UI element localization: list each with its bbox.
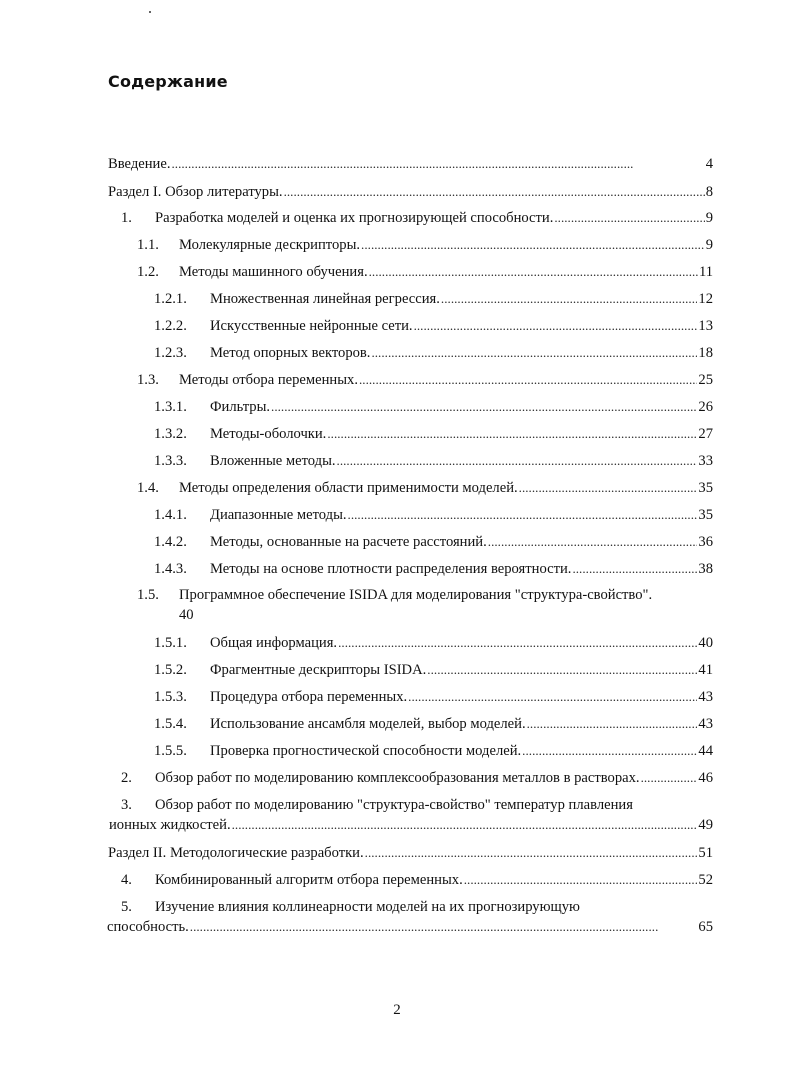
toc-entry-number: 1.5.2. — [154, 662, 187, 678]
toc-entry-number: 4. — [121, 872, 132, 888]
toc-entry-2[interactable] — [121, 768, 713, 788]
toc-entry-label: Методы определения области применимости моделей. — [179, 480, 518, 496]
dot-leader — [190, 917, 698, 937]
toc-entry-label: Искусственные нейронные сети. — [210, 318, 413, 334]
toc-entry-label-line2: ионных жидкостей. — [109, 817, 231, 833]
toc-entry-number: 1.4.3. — [154, 561, 187, 577]
toc-entry-1-5-1[interactable] — [154, 633, 713, 653]
toc-entry-number: 1.5.3. — [154, 689, 187, 705]
dot-leader — [327, 424, 697, 444]
toc-entry-label: Диапазонные методы. — [210, 507, 347, 523]
toc-entry-label-line2: способность. — [107, 919, 189, 935]
toc-entry-number: 1.3.2. — [154, 426, 187, 442]
toc-entry-number: 1.2.2. — [154, 318, 187, 334]
toc-entry-page: 44 — [698, 743, 713, 759]
toc-entry-page: 8 — [705, 184, 713, 200]
dot-leader — [554, 208, 704, 228]
toc-entry-1-4-2[interactable] — [154, 532, 713, 552]
toc-entry-label-line1: Изучение влияния коллинеарности моделей на их прогнозирующую — [155, 899, 580, 915]
dot-leader — [348, 505, 698, 525]
toc-entry-number: 1.2. — [137, 264, 159, 280]
toc-entry-label: Комбинированный алгоритм отбора переменных. — [155, 872, 463, 888]
toc-entry-page: 4 — [705, 156, 713, 172]
toc-entry-5[interactable] — [107, 897, 713, 937]
toc-entry-number: 1.2.3. — [154, 345, 187, 361]
toc-entry-page: 9 — [705, 210, 713, 226]
toc-entry-label: Раздел I. Обзор литературы. — [108, 184, 283, 200]
toc-entry-4[interactable] — [121, 870, 713, 890]
toc-entry-3[interactable] — [109, 795, 713, 835]
toc-entry-label: Метод опорных векторов. — [210, 345, 371, 361]
toc-entry-label: Общая информация. — [210, 635, 338, 651]
toc-entry-number: 1.5.1. — [154, 635, 187, 651]
dot-leader — [464, 870, 698, 890]
toc-entry-number: 1.4.2. — [154, 534, 187, 550]
toc-entry-number: 1.4. — [137, 480, 159, 496]
toc-entry-page: 65 — [698, 919, 713, 935]
dot-leader — [427, 660, 697, 680]
toc-entry-1-5-5[interactable] — [154, 741, 713, 761]
dot-leader — [171, 154, 704, 174]
toc-entry-label: Фрагментные дескрипторы ISIDA. — [210, 662, 427, 678]
toc-entry-page: 46 — [698, 770, 713, 786]
toc-entry-label: Процедура отбора переменных. — [210, 689, 408, 705]
toc-entry-label: Использование ансамбля моделей, выбор моделей. — [210, 716, 526, 732]
toc-entry-number: 1.2.1. — [154, 291, 187, 307]
toc-entry-1-3-1[interactable] — [154, 397, 713, 417]
toc-entry-page: 11 — [698, 264, 713, 280]
toc-entry-number: 1.5. — [137, 587, 159, 603]
toc-entry-page: 27 — [698, 426, 713, 442]
toc-entry-label: Разработка моделей и оценка их прогнозирующей способности. — [155, 210, 554, 226]
toc-entry-page: 43 — [698, 689, 713, 705]
toc-entry-page: 40 — [179, 607, 194, 623]
toc-entry-page: 36 — [698, 534, 713, 550]
toc-entry-page: 25 — [698, 372, 713, 388]
dot-leader — [527, 714, 698, 734]
toc-entry-section-2[interactable] — [108, 843, 713, 863]
dot-leader — [361, 235, 705, 255]
toc-entry-number: 1.1. — [137, 237, 159, 253]
toc-entry-label: Множественная линейная регрессия. — [210, 291, 440, 307]
toc-entry-label: Вложенные методы. — [210, 453, 336, 469]
toc-entry-number: 1.3.1. — [154, 399, 187, 415]
toc-entry-1-2-1[interactable] — [154, 289, 713, 309]
toc-entry-label: Методы на основе плотности распределения вероятности. — [210, 561, 572, 577]
toc-entry-1-5-4[interactable] — [154, 714, 713, 734]
toc-entry-page: 51 — [698, 845, 713, 861]
toc-entry-1-3-2[interactable] — [154, 424, 713, 444]
toc-entry-label: Молекулярные дескрипторы. — [179, 237, 361, 253]
toc-entry-label: Методы отбора переменных. — [179, 372, 358, 388]
page-number: 2 — [393, 1002, 401, 1018]
toc-entry-1-3-3[interactable] — [154, 451, 713, 471]
toc-entry-number: 1.5.5. — [154, 743, 187, 759]
toc-entry-page: 13 — [698, 318, 713, 334]
toc-entry-page: 26 — [698, 399, 713, 415]
dot-leader — [369, 262, 698, 282]
dot-leader — [414, 316, 698, 336]
toc-entry-introduction[interactable] — [108, 154, 713, 174]
toc-entry-number: 1.5.4. — [154, 716, 187, 732]
toc-entry-1-4-1[interactable] — [154, 505, 713, 525]
dot-leader — [641, 768, 698, 788]
toc-entry-page: 41 — [698, 662, 713, 678]
toc-entry-label: Фильтры. — [210, 399, 271, 415]
toc-entry-page: 43 — [698, 716, 713, 732]
dot-leader — [271, 397, 697, 417]
dot-leader — [408, 687, 697, 707]
toc-entry-page: 52 — [698, 872, 713, 888]
toc-entry-1-4-3[interactable] — [154, 559, 713, 579]
dot-leader — [359, 370, 697, 390]
toc-entry-1-4[interactable] — [137, 478, 713, 498]
toc-entry-page: 35 — [698, 507, 713, 523]
toc-entry-1-1[interactable] — [137, 235, 713, 255]
dot-leader — [572, 559, 697, 579]
dot-leader — [232, 815, 698, 835]
dot-leader — [371, 343, 697, 363]
dot-leader — [337, 451, 698, 471]
toc-entry-page: 33 — [698, 453, 713, 469]
toc-entry-page: 49 — [698, 817, 713, 833]
toc-entry-number: 2. — [121, 770, 132, 786]
toc-entry-number: 1.3. — [137, 372, 159, 388]
toc-entry-label: Методы, основанные на расчете расстояний. — [210, 534, 487, 550]
dot-leader — [441, 289, 697, 309]
toc-entry-label: Обзор работ по моделированию комплексообразования металлов в растворах. — [155, 770, 640, 786]
dot-leader — [522, 741, 697, 761]
toc-entry-1[interactable] — [121, 208, 713, 228]
toc-entry-1-2-2[interactable] — [154, 316, 713, 336]
toc-entry-page: 38 — [698, 561, 713, 577]
toc-entry-number: 1. — [121, 210, 132, 226]
toc-entry-number: 3. — [121, 797, 132, 813]
toc-entry-label: Методы-оболочки. — [210, 426, 327, 442]
toc-entry-label: Методы машинного обучения. — [179, 264, 368, 280]
dot-leader — [338, 633, 697, 653]
toc-entry-label: Программное обеспечение ISIDA для моделирования "структура-свойство". — [179, 587, 653, 603]
toc-entry-1-5[interactable] — [137, 585, 713, 625]
toc-entry-page: 9 — [705, 237, 713, 253]
toc-title: Содержание — [108, 72, 228, 91]
toc-entry-1-2[interactable] — [137, 262, 713, 282]
toc-entry-page: 12 — [698, 291, 713, 307]
toc-entry-label: Раздел II. Методологические разработки. — [108, 845, 364, 861]
toc-entry-label: Введение. — [108, 156, 171, 172]
dot-leader — [284, 182, 705, 202]
toc-entry-page: 35 — [698, 480, 713, 496]
toc-entry-label: Проверка прогностической способности моделей. — [210, 743, 522, 759]
toc-entry-page: 18 — [698, 345, 713, 361]
toc-entry-label-line1: Обзор работ по моделированию "структура-свойство" температур плавления — [155, 797, 633, 813]
toc-entry-1-3[interactable] — [137, 370, 713, 390]
toc-entry-page: 40 — [698, 635, 713, 651]
toc-entry-1-5-3[interactable] — [154, 687, 713, 707]
dot-leader — [365, 843, 698, 863]
dot-leader — [488, 532, 698, 552]
toc-entry-number: 1.3.3. — [154, 453, 187, 469]
dot-leader — [519, 478, 698, 498]
toc-entry-1-5-2[interactable] — [154, 660, 713, 680]
toc-entry-number: 1.4.1. — [154, 507, 187, 523]
toc-entry-number: 5. — [121, 899, 132, 915]
toc-entry-section-1[interactable] — [108, 182, 713, 202]
toc-entry-1-2-3[interactable] — [154, 343, 713, 363]
